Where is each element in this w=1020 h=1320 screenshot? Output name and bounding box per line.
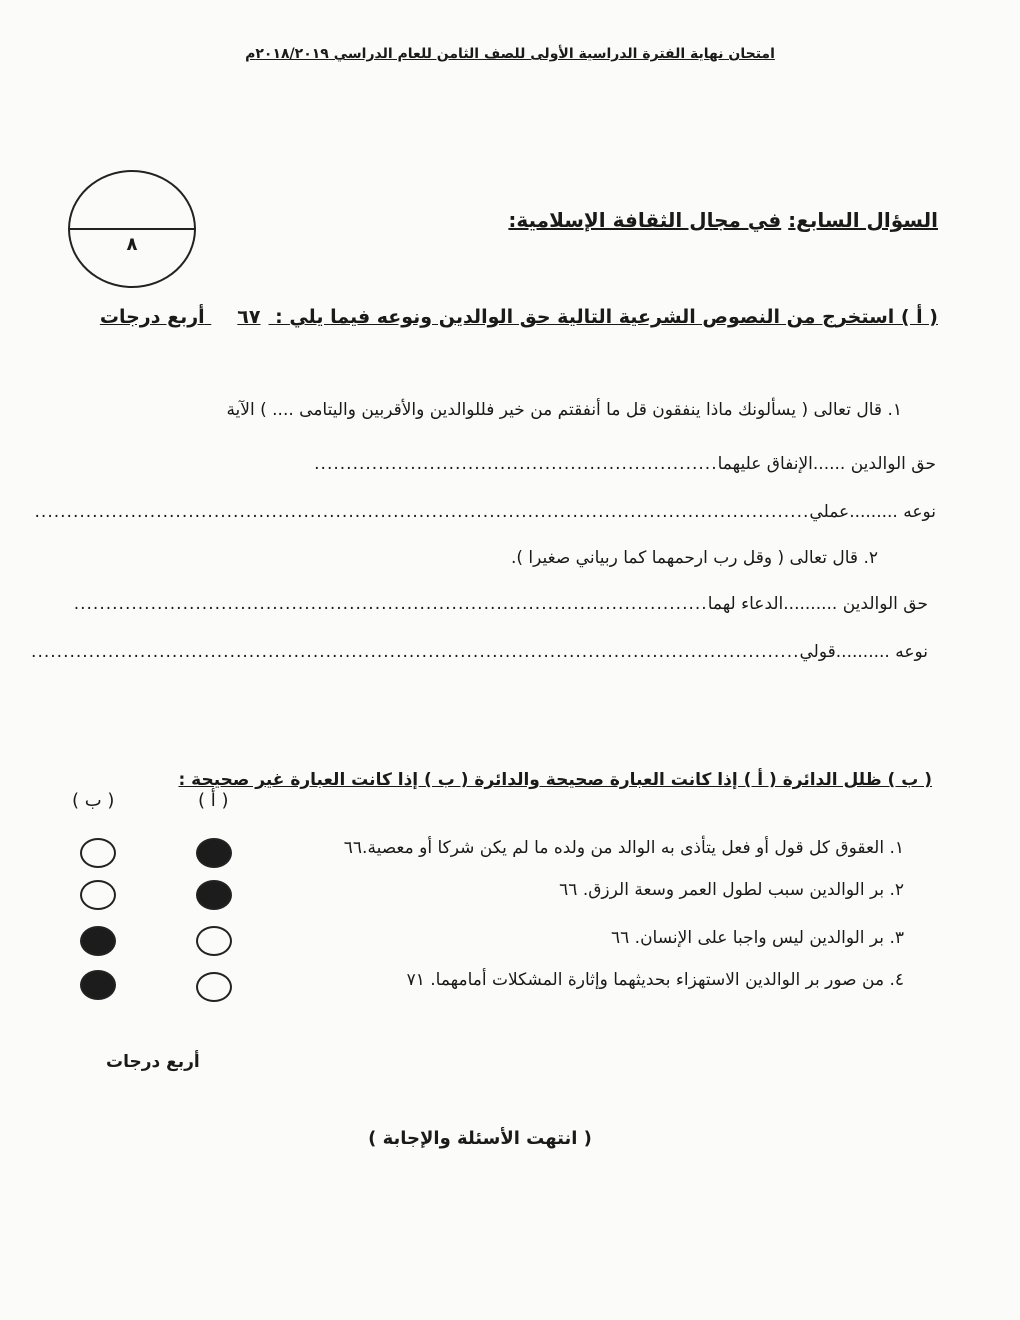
bubble-1-b[interactable] xyxy=(80,838,116,868)
item-1-right-label: حق الوالدين ...... xyxy=(812,454,936,474)
statement-4: ٤. من صور بر الوالدين الاستهزاء بحديثهما وإثارة المشكلات أمامهما. ٧١ xyxy=(406,970,904,990)
item-2-right-answer: الدعاء لهما xyxy=(707,594,784,614)
question-title xyxy=(508,208,938,232)
statement-2: ٢. بر الوالدين سبب لطول العمر وسعة الرزق. ٦٦ xyxy=(559,880,904,900)
answer-dots: ........................................................................................................................ xyxy=(31,642,800,662)
item-1-type-answer: عملي xyxy=(809,502,850,522)
bubble-2-a[interactable] xyxy=(196,880,232,910)
question-label: السؤال السابع: xyxy=(788,208,938,232)
answer-dots: ......................................................................................................................... xyxy=(34,502,810,522)
page-reference: ٦٧ xyxy=(237,306,261,328)
bubble-1-a[interactable] xyxy=(196,838,232,868)
part-b-marks: أربع درجات xyxy=(106,1052,200,1072)
bubble-3-b[interactable] xyxy=(80,926,116,956)
item-2-right-row xyxy=(73,594,928,614)
item-1-right-answer: الإنفاق عليهما xyxy=(717,454,813,474)
item-1-type-row xyxy=(34,502,936,522)
score-divider xyxy=(70,228,194,230)
item-1-text: ١. قال تعالى ( يسألونك ماذا ينفقون قل ما أنفقتم من خير فللوالدين والأقربين واليتامى .... ) الآية xyxy=(226,400,902,420)
item-2-type-label: نوعه .......... xyxy=(835,642,928,662)
item-1-right-row xyxy=(86,454,936,474)
exam-header: امتحان نهاية الفترة الدراسية الأولى للصف الثامن للعام الدراسي ٢٠١٨/٢٠١٩م xyxy=(245,46,775,62)
answer-dots: ............................................................... xyxy=(314,454,718,474)
column-a-header: ( أ ) xyxy=(198,790,229,811)
score-circle xyxy=(68,170,196,288)
end-of-exam-note: ( انتهت الأسئلة والإجابة ) xyxy=(368,1128,592,1149)
statement-3: ٣. بر الوالدين ليس واجبا على الإنسان. ٦٦ xyxy=(611,928,904,948)
score-value: ٨ xyxy=(126,234,138,255)
question-subject: في مجال الثقافة الإسلامية: xyxy=(508,208,782,232)
part-a-prompt-text: ( أ ) استخرج من النصوص الشرعية التالية حق الوالدين ونوعه فيما يلي : xyxy=(275,306,938,328)
bubble-3-a[interactable] xyxy=(196,926,232,956)
statement-1: ١. العقوق كل قول أو فعل يتأذى به الوالد من ولده ما لم يكن شركا أو معصية.٦٦ xyxy=(343,838,904,858)
bubble-4-a[interactable] xyxy=(196,972,232,1002)
item-2-type-row xyxy=(31,642,928,662)
bubble-2-b[interactable] xyxy=(80,880,116,910)
column-b-header: ( ب ) xyxy=(72,790,115,811)
part-a-marks: أربع درجات xyxy=(99,306,205,328)
item-1-type-label: نوعه ......... xyxy=(849,502,936,522)
part-b-prompt: ( ب ) ظلل الدائرة ( أ ) إذا كانت العبارة صحيحة والدائرة ( ب ) إذا كانت العبارة غير صحيحة : xyxy=(178,770,932,790)
item-2-type-answer: قولي xyxy=(799,642,836,662)
item-2-right-label: حق الوالدين .......... xyxy=(783,594,928,614)
answer-dots: ................................................................................................... xyxy=(73,594,708,614)
part-a-prompt xyxy=(100,306,938,328)
bubble-4-b[interactable] xyxy=(80,970,116,1000)
item-2-text: ٢. قال تعالى ( وقل رب ارحمهما كما ربياني صغيرا ). xyxy=(510,548,878,568)
